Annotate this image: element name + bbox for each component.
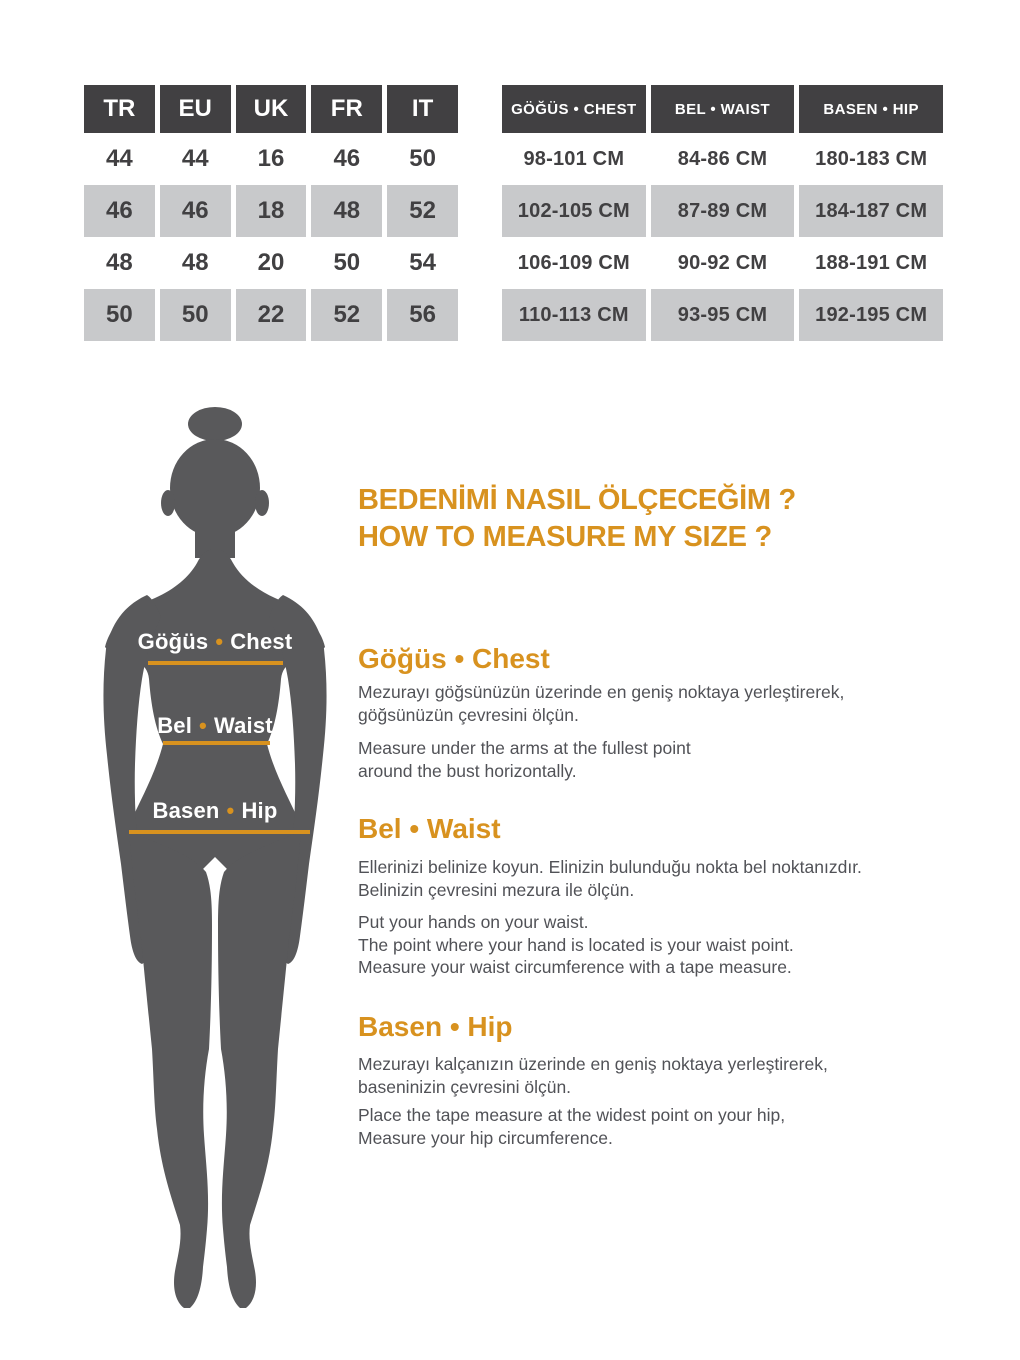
waist-label-tr: Bel xyxy=(157,713,193,738)
waist-section-heading: Bel • Waist xyxy=(358,813,501,844)
orange-dot-icon: • xyxy=(199,713,207,738)
measurement-cell: 98-101 CM xyxy=(523,147,625,170)
hip-measure-line xyxy=(129,830,310,834)
size-cell: 48 xyxy=(311,185,382,237)
guide-title xyxy=(358,482,796,556)
female-silhouette-figure xyxy=(85,403,345,1313)
chest-label-en: Chest xyxy=(230,629,293,654)
size-cell: 44 xyxy=(106,145,133,172)
hip-instructions-en: Place the tape measure at the widest point on your hip, Measure your hip circumference. xyxy=(358,1105,786,1148)
hip-label xyxy=(85,798,345,824)
column-header-it: IT xyxy=(387,85,458,133)
column-header-tr: TR xyxy=(84,85,155,133)
size-cell: 50 xyxy=(409,145,436,172)
hip-section-heading: Basen • Hip xyxy=(358,1011,513,1042)
size-cell: 54 xyxy=(409,249,436,276)
column-header-eu: EU xyxy=(160,85,231,133)
measurement-cell: 110-113 CM xyxy=(502,289,646,341)
guide-title-en: HOW TO MEASURE MY SIZE ? xyxy=(358,521,772,553)
size-cell: 56 xyxy=(387,289,458,341)
column-header-waist: BEL • WAIST xyxy=(651,85,795,133)
size-cell: 48 xyxy=(106,249,133,276)
waist-instructions-en: Put your hands on your waist. The point where your hand is located is your waist point. Measure your waist circumference with a tape measure. xyxy=(358,912,794,977)
waist-measure-line xyxy=(163,741,270,745)
measurement-cell: 84-86 CM xyxy=(677,147,768,170)
size-cell: 20 xyxy=(257,249,285,276)
size-cell: 22 xyxy=(236,289,307,341)
waist-instructions-tr: Ellerinizi belinize koyun. Elinizin bulunduğu nokta bel noktanızdır. Belinizin çevresini mezura ile ölçün. xyxy=(358,857,862,900)
measurement-cell: 93-95 CM xyxy=(651,289,795,341)
orange-dot-icon: • xyxy=(215,629,224,654)
size-cell: 46 xyxy=(84,185,155,237)
measurement-cell: 184-187 CM xyxy=(799,185,943,237)
size-conversion-table xyxy=(84,85,458,341)
hip-instructions-tr: Mezurayı kalçanızın üzerinde en geniş noktaya yerleştirerek, baseninizin çevresini ölçün. xyxy=(358,1054,828,1097)
body-measurement-table xyxy=(502,85,943,341)
size-cell: 52 xyxy=(311,289,382,341)
chest-instructions-en: Measure under the arms at the fullest point around the bust horizontally. xyxy=(358,738,691,781)
column-header-uk: UK xyxy=(236,85,307,133)
measurement-cell: 87-89 CM xyxy=(651,185,795,237)
measurement-cell: 180-183 CM xyxy=(815,147,928,170)
measurement-cell: 192-195 CM xyxy=(799,289,943,341)
chest-label xyxy=(85,629,345,655)
female-body-silhouette xyxy=(85,403,345,1313)
waist-label xyxy=(85,713,345,739)
size-cell: 46 xyxy=(333,145,361,172)
hip-label-tr: Basen xyxy=(152,798,220,823)
measurement-cell: 102-105 CM xyxy=(502,185,646,237)
size-cell: 50 xyxy=(333,249,361,276)
chest-section-heading: Göğüs • Chest xyxy=(358,643,550,674)
measurement-cell: 90-92 CM xyxy=(677,251,768,274)
orange-dot-icon: • xyxy=(226,798,235,823)
size-cell: 16 xyxy=(257,145,285,172)
size-cell: 18 xyxy=(236,185,307,237)
measurement-cell: 106-109 CM xyxy=(517,251,630,274)
measurement-cell: 188-191 CM xyxy=(815,251,928,274)
guide-title-tr: BEDENİMİ NASIL ÖLÇECEĞİM ? xyxy=(358,484,796,516)
size-cell: 48 xyxy=(181,249,209,276)
size-cell: 50 xyxy=(160,289,231,341)
waist-label-en: Waist xyxy=(213,713,273,738)
size-cell: 44 xyxy=(181,145,209,172)
size-cell: 50 xyxy=(84,289,155,341)
chest-measure-line xyxy=(148,661,283,665)
size-cell: 46 xyxy=(160,185,231,237)
hip-label-en: Hip xyxy=(241,798,278,823)
column-header-chest: GÖĞÜS • CHEST xyxy=(502,85,646,133)
size-cell: 52 xyxy=(387,185,458,237)
chest-label-tr: Göğüs xyxy=(137,629,209,654)
column-header-fr: FR xyxy=(311,85,382,133)
column-header-hip: BASEN • HIP xyxy=(799,85,943,133)
chest-instructions-tr: Mezurayı göğsünüzün üzerinde en geniş noktaya yerleştirerek, göğsünüzün çevresini ölçün. xyxy=(358,682,845,725)
